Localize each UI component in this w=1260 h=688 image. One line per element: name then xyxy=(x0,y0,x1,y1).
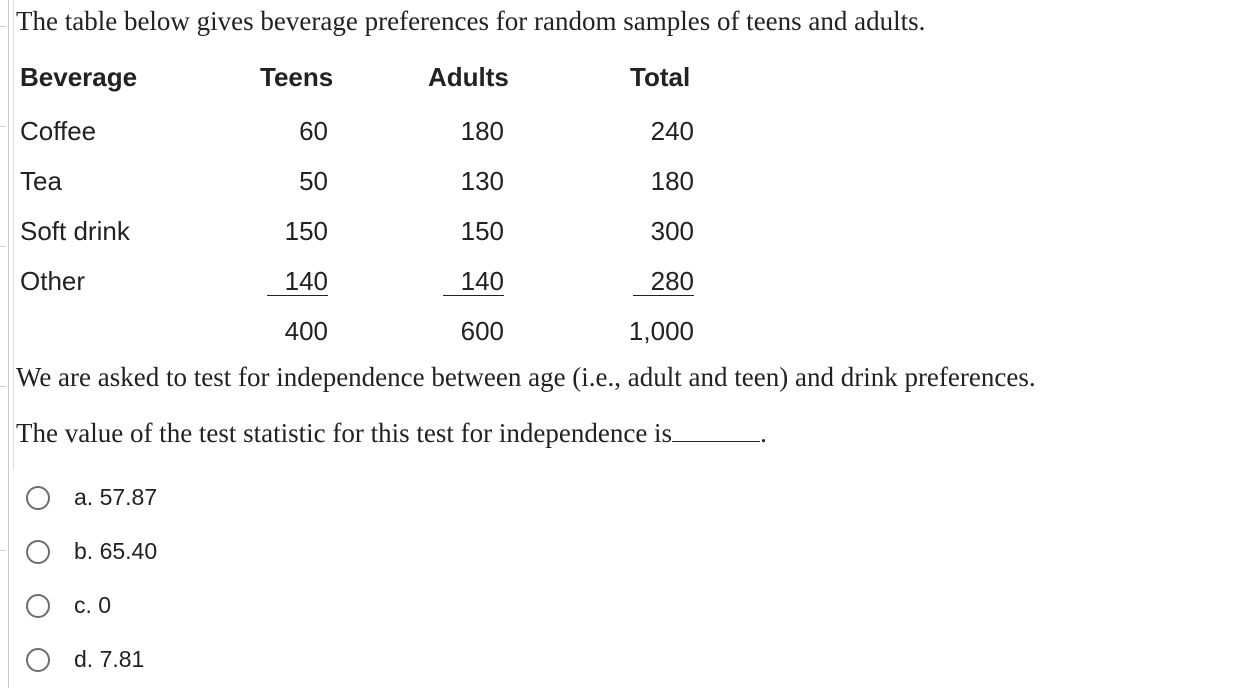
cell-teens: 50 xyxy=(299,166,328,196)
answer-blank xyxy=(672,419,760,442)
total-adults: 600 xyxy=(460,316,504,346)
table-header-row xyxy=(20,62,740,102)
margin-tick xyxy=(0,550,6,551)
left-border-inner xyxy=(13,0,14,470)
table-row xyxy=(20,216,740,256)
cell-total: 240 xyxy=(650,116,694,146)
question-intro: The table below gives beverage preferences for random samples of teens and adults. xyxy=(16,6,926,36)
cell-adults: 130 xyxy=(460,166,504,196)
header-beverage: Beverage xyxy=(20,62,138,92)
cell-total-value: 280 xyxy=(633,267,694,296)
option-label[interactable]: b. 65.40 xyxy=(74,538,158,564)
option-label[interactable]: c. 0 xyxy=(74,592,112,618)
option-c[interactable] xyxy=(26,588,326,628)
row-label: Other xyxy=(20,266,86,296)
cell-total: 180 xyxy=(650,166,694,196)
table-row xyxy=(20,266,740,306)
left-border xyxy=(8,0,9,688)
cell-total xyxy=(610,266,694,297)
cell-adults: 180 xyxy=(460,116,504,146)
margin-tick xyxy=(0,26,6,27)
header-teens: Teens xyxy=(260,62,334,92)
question-line-3-text: The value of the test statistic for this test for independence is xyxy=(16,418,673,448)
radio-button-icon[interactable] xyxy=(26,594,50,618)
question-line-3 xyxy=(16,418,767,449)
total-teens: 400 xyxy=(284,316,328,346)
margin-tick xyxy=(0,126,6,127)
question-line-2: We are asked to test for independence between age (i.e., adult and teen) and drink preferences. xyxy=(16,362,1036,392)
table-row xyxy=(20,116,740,156)
cell-teens: 60 xyxy=(299,116,328,146)
table-totals-row xyxy=(20,316,740,356)
header-adults: Adults xyxy=(428,62,509,92)
cell-teens: 150 xyxy=(284,216,328,246)
cell-teens-value: 140 xyxy=(267,267,328,296)
option-label[interactable]: a. 57.87 xyxy=(74,484,158,510)
header-total: Total xyxy=(630,62,691,92)
cell-adults-value: 140 xyxy=(443,267,504,296)
radio-button-icon[interactable] xyxy=(26,486,50,510)
row-label: Tea xyxy=(20,166,62,196)
margin-tick xyxy=(0,386,6,387)
grand-total: 1,000 xyxy=(628,316,694,346)
cell-adults: 150 xyxy=(460,216,504,246)
cell-total: 300 xyxy=(650,216,694,246)
radio-button-icon[interactable] xyxy=(26,540,50,564)
question-line-3-end: . xyxy=(760,418,767,448)
option-b[interactable] xyxy=(26,534,326,574)
radio-button-icon[interactable] xyxy=(26,648,50,672)
option-label[interactable]: d. 7.81 xyxy=(74,646,145,672)
table-row xyxy=(20,166,740,206)
option-d[interactable] xyxy=(26,642,326,682)
cell-adults xyxy=(420,266,504,297)
cell-teens xyxy=(250,266,328,297)
row-label: Coffee xyxy=(20,116,97,146)
row-label: Soft drink xyxy=(20,216,130,246)
option-a[interactable] xyxy=(26,480,326,520)
margin-tick xyxy=(0,246,6,247)
